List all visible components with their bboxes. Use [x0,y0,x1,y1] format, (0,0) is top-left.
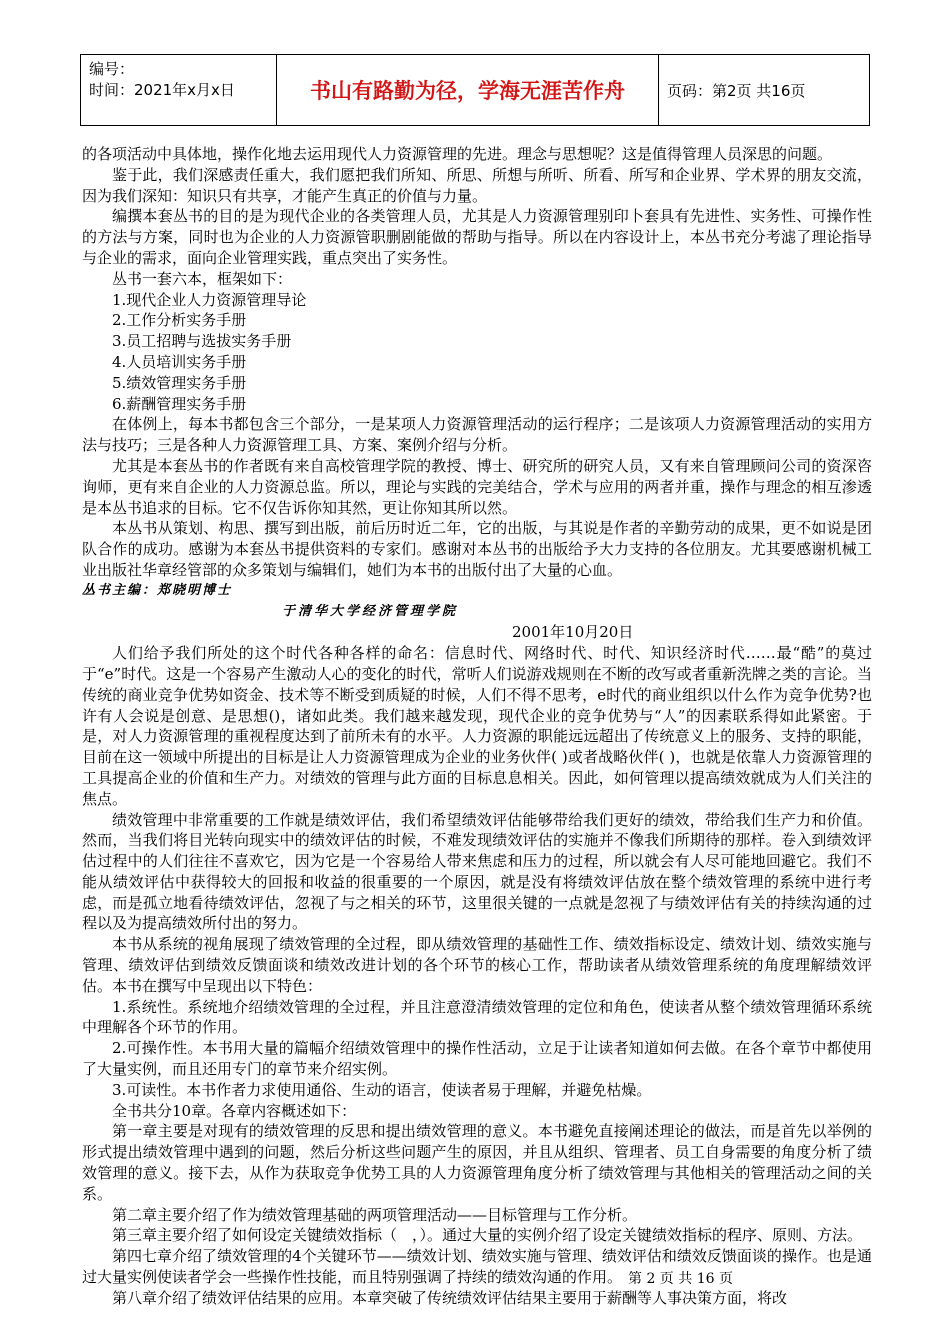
list-item: 3.员工招聘与选拔实务手册 [112,332,292,351]
list-item: 4.人员培训实务手册 [112,352,247,371]
paragraph: 本书从系统的视角展现了绩效管理的全过程，即从绩效管理的基础性工作、绩效指标设定、绩效计划、绩效实施与管理、绩效评估到绩效反馈面谈和绩效改进计划的各个环节的核心工作，帮助读者从绩效管理系统的角度理解绩效评估。本书在撰写中呈现出以下特色： [82,935,872,995]
list-item: 1.系统性。系统地介绍绩效管理的全过程，并且注意澄清绩效管理的定位和角色，使读者从整个绩效管理循环系统中理解各个环节的作用。 [82,997,872,1037]
paragraph: 绩效管理中非常重要的工作就是绩效评估，我们希望绩效评估能够带给我们更好的绩效，带给我们生产力和价值。然而，当我们将目光转向现实中的绩效评估的时候，不难发现绩效评估的实施并不像我们所期待的那样。卷入到绩效评估过程中的人们往往不喜欢它，因为它是一个容易给人带来焦虑和压力的过程，所以就会有人尽可能地回避它。我们不能从绩效评估中获得较大的回报和收益的很重要的一个原因，就是没有将绩效评估放在整个绩效管理的系统中进行考虑，而是孤立地看待绩效评估，忽视了与之相关的环节，这里很关键的一点就是忽视了与绩效评估有关的持续沟通的过程以及为提高绩效所付出的努力。 [82,810,872,933]
paragraph: 丛书一套六本，框架如下： [112,269,293,288]
preface-date: 2001年10月20日 [512,623,634,642]
paragraph: 的各项活动中具体地，操作化地去运用现代人力资源管理的先进。理念与思想呢？这是值得管理人员深思的问题。 [82,145,833,163]
paragraph: 第四七章介绍了绩效管理的4个关键环节——绩效计划、绩效实施与管理、绩效评估和绩效反馈面谈的操作。也是通过大量实例使读者学会一些操作性技能，而且特别强调了持续的绩效沟通的作用。 [82,1247,872,1287]
affiliation-signature: 于清华大学经济管理学院 [282,603,459,619]
paragraph: 第八章介绍了绩效评估结果的应用。本章突破了传统绩效评估结果主要用于薪酬等人事决策方面，将改 [112,1288,788,1307]
serial-label: 编号： [89,60,135,78]
paragraph: 鉴于此，我们深感责任重大，我们愿把我们所知、所思、所想与所听、所看、所写和企业界、学术界的朋友交流，因为我们深知：知识只有共享，才能产生真正的价值与力量。 [82,165,872,205]
paragraph: 第一章主要是对现有的绩效管理的反思和提出绩效管理的意义。本书避免直接阐述理论的做法，而是首先以举例的形式提出绩效管理中遇到的问题，然后分析这些问题产生的原因，并且从组织、管理者、员工自身需要的角度分析了绩效管理的意义。接下去，从作为获取竞争优势工具的人力资源管理角度分析了绩效管理与其他相关的管理活动之间的关系。 [82,1122,872,1203]
time-label: 时间：2021年x月x日 [89,81,235,99]
editor-signature: 丛书主编：郑晓明博士 [82,582,233,598]
paragraph: 编撰本套丛书的目的是为现代企业的各类管理人员，尤其是人力资源管理别印卜套具有先进性、实务性、可操作性的方法与方案，同时也为企业的人力资源管职删剧能做的帮助与指导。所以在内容设计上，本丛书充分考滤了理论指导与企业的需求，面向企业管理实践，重点突出了实务性。 [82,207,872,267]
page-header [80,54,870,126]
document-body [82,144,872,1309]
list-item: 2.工作分析实务手册 [112,311,247,330]
motto-text: 书山有路勤为径，学海无涯苦作舟 [310,79,625,103]
paragraph: 在体例上，每本书都包含三个部分，一是某项人力资源管理活动的运行程序；二是该项人力资源管理活动的实用方法与技巧；三是各种人力资源管理工具、方案、案例介绍与分析。 [82,415,872,455]
paragraph: 第三章主要介绍了如何设定关键绩效指标（ ，）。通过大量的实例介绍了设定关键绩效指标的程序、原则、方法。 [112,1226,863,1245]
list-item: 2.可操作性。本书用大量的篇幅介绍绩效管理中的操作性活动，立足于让读者知道如何去做。在各个章节中都使用了大量实例，而且还用专门的章节来介绍实例。 [82,1039,872,1079]
page-footer: 第 2 页 共 16 页 [628,1271,733,1287]
page-info: 页码：第2页 共16页 [667,81,806,100]
paragraph: 本丛书从策划、构思、撰写到出版，前后历时近二年，它的出版，与其说是作者的辛勤劳动的成果，更不如说是团队合作的成功。感谢为本套丛书提供资料的专家们。感谢对本丛书的出版给予大力支持的各位朋友。尤其要感谢机械工业出版社华章经管部的众多策划与编辑们，她们为本书的出版付出了大量的心血。 [82,519,872,579]
paragraph: 人们给予我们所处的这个时代各种各样的命名：信息时代、网络时代、时代、知识经济时代……最“酷”的莫过于“e”时代。这是一个容易产生激动人心的变化的时代，常听人们说游戏规则在不断的改写或者重新洗牌之类的言论。当传统的商业竞争优势如资金、技术等不断受到质疑的时候，人们不得不思考，e时代的商业组织以什么作为竞争优势?也许有人会说是创意、是思想()，诸如此类。我们越来越发现，现代企业的竞争优势与“人”的因素联系得如此紧密。于是，对人力资源管理的重视程度达到了前所未有的水平。人力资源的职能远远超出了传统意义上的服务、支持的职能，目前在这一领域中所提出的目标是让人力资源管理成为企业的业务伙伴( )或者战略伙伴( )，也就是依靠人力资源管理的工具提高企业的价值和生产力。对绩效的管理与此方面的目标息息相关。因此，如何管理以提高绩效就成为人们关注的焦点。 [82,644,872,808]
list-item: 5.绩效管理实务手册 [112,373,247,392]
paragraph: 全书共分10章。各章内容概述如下： [112,1101,357,1120]
list-item: 6.薪酬管理实务手册 [112,394,247,413]
paragraph: 尤其是本套丛书的作者既有来自高校管理学院的教授、博士、研究所的研究人员，又有来自管理顾问公司的资深咨询师，更有来自企业的人力资源总监。所以，理论与实践的完美结合，学术与应用的两者并重，操作与理念的相互渗透是本丛书追求的目标。它不仅告诉你知其然，更让你知其所以然。 [82,456,872,517]
header-motto-cell [277,55,659,125]
paragraph: 第二章主要介绍了作为绩效管理基础的两项管理活动——目标管理与工作分析。 [112,1205,638,1224]
list-item: 1.现代企业人力资源管理导论 [112,290,307,309]
header-page-cell [659,55,869,125]
list-item: 3.可读性。本书作者力求使用通俗、生动的语言，使读者易于理解，并避免枯燥。 [112,1080,652,1099]
header-info-cell [81,55,277,125]
